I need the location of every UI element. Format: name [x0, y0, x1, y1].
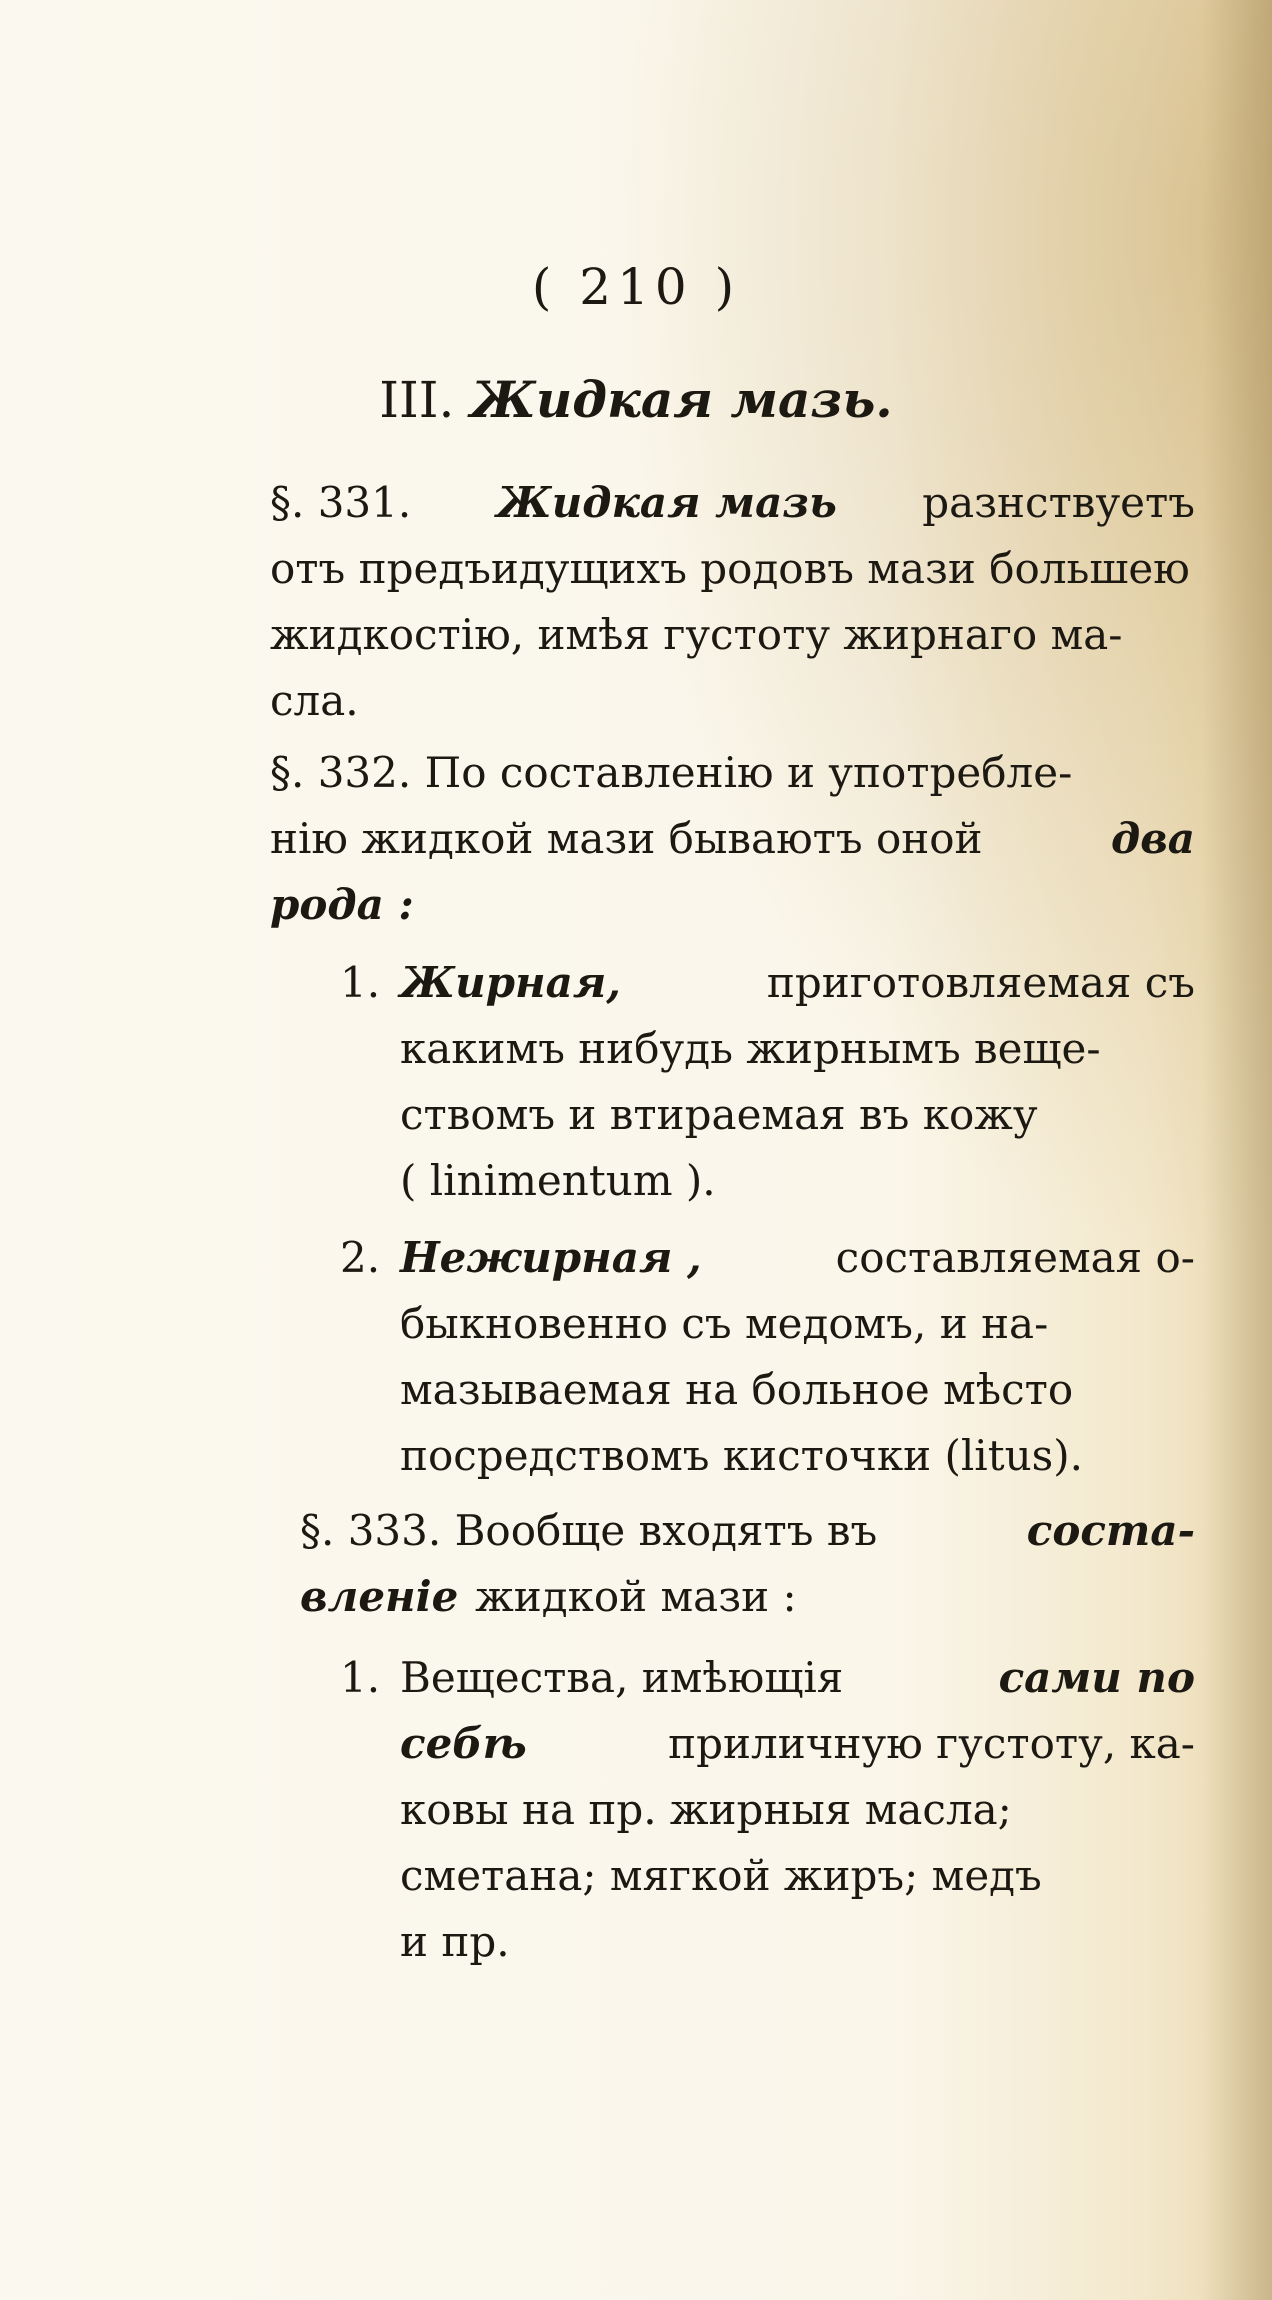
page-edge-shading [1202, 0, 1272, 2300]
section-heading [0, 370, 1272, 429]
emphasis: сами по [998, 1653, 1195, 1702]
text-line: быкновенно съ медомъ, и на- [400, 1299, 1049, 1348]
text-fragment: разнствуетъ [922, 478, 1195, 527]
text-line [270, 806, 1195, 872]
text-fragment: нiю жидкой мази бываютъ оной [270, 814, 983, 863]
list-number: 1. [340, 1653, 381, 1702]
paragraph-331 [270, 470, 1195, 734]
text-line: сла. [270, 676, 359, 725]
emphasis: рода : [270, 880, 414, 929]
text-line [270, 872, 1195, 938]
heading-title: Жидкая мазь. [470, 370, 893, 429]
text-fragment: Вещества, имѣющiя [400, 1653, 844, 1702]
text-line: сметана; мягкой жиръ; медъ [400, 1851, 1042, 1900]
emphasis: Нежирная , [400, 1233, 702, 1282]
list-number: 1. [340, 958, 381, 1007]
emphasis: Жирная, [400, 958, 621, 1007]
text-line [300, 1564, 1195, 1630]
text-line: и пр. [400, 1917, 510, 1966]
text-fragment: жидкой мази : [475, 1572, 797, 1621]
list-number: 2. [340, 1233, 381, 1282]
text-line: ( linimentum ). [400, 1156, 716, 1205]
emphasis: себѣ [400, 1719, 527, 1768]
text-line [400, 1225, 1195, 1291]
text-line [270, 470, 1195, 536]
emphasis: два [1111, 814, 1195, 863]
list-item-substances [400, 1645, 1195, 1975]
text-line: §. 332. По составленiю и употребле- [270, 748, 1073, 797]
list-item-fatty [400, 950, 1195, 1214]
emphasis: соста- [1026, 1506, 1195, 1555]
text-line: посредствомъ кисточки (litus). [400, 1431, 1083, 1480]
list-item-nonfatty [400, 1225, 1195, 1489]
text-fragment: §. 333. Вообще входятъ въ [300, 1506, 878, 1555]
text-line [400, 1711, 1195, 1777]
text-line [400, 950, 1195, 1016]
text-line [300, 1498, 1195, 1564]
text-line: мазываемая на больное мѣсто [400, 1365, 1074, 1414]
heading-numeral: III. [379, 371, 455, 429]
emphasis: Жидкая мазь [496, 478, 837, 527]
text-line: ствомъ и втираемая въ кожу [400, 1090, 1038, 1139]
text-fragment: приготовляемая съ [766, 958, 1195, 1007]
paragraph-333 [300, 1498, 1195, 1630]
text-line: ковы на пр. жирныя масла; [400, 1785, 1012, 1834]
text-line: жидкостiю, имѣя густоту жирнаго ма- [270, 610, 1123, 659]
text-line [400, 1645, 1195, 1711]
text-fragment: составляемая о- [835, 1233, 1195, 1282]
text-line: какимъ нибудь жирнымъ веще- [400, 1024, 1101, 1073]
section-mark: §. 331. [270, 478, 412, 527]
emphasis: вленiе [300, 1572, 459, 1621]
page-number: ( 210 ) [531, 258, 741, 316]
text-fragment: приличную густоту, ка- [668, 1719, 1195, 1768]
text-line: отъ предъидущихъ родовъ мази большею [270, 544, 1190, 593]
paragraph-332 [270, 740, 1195, 938]
